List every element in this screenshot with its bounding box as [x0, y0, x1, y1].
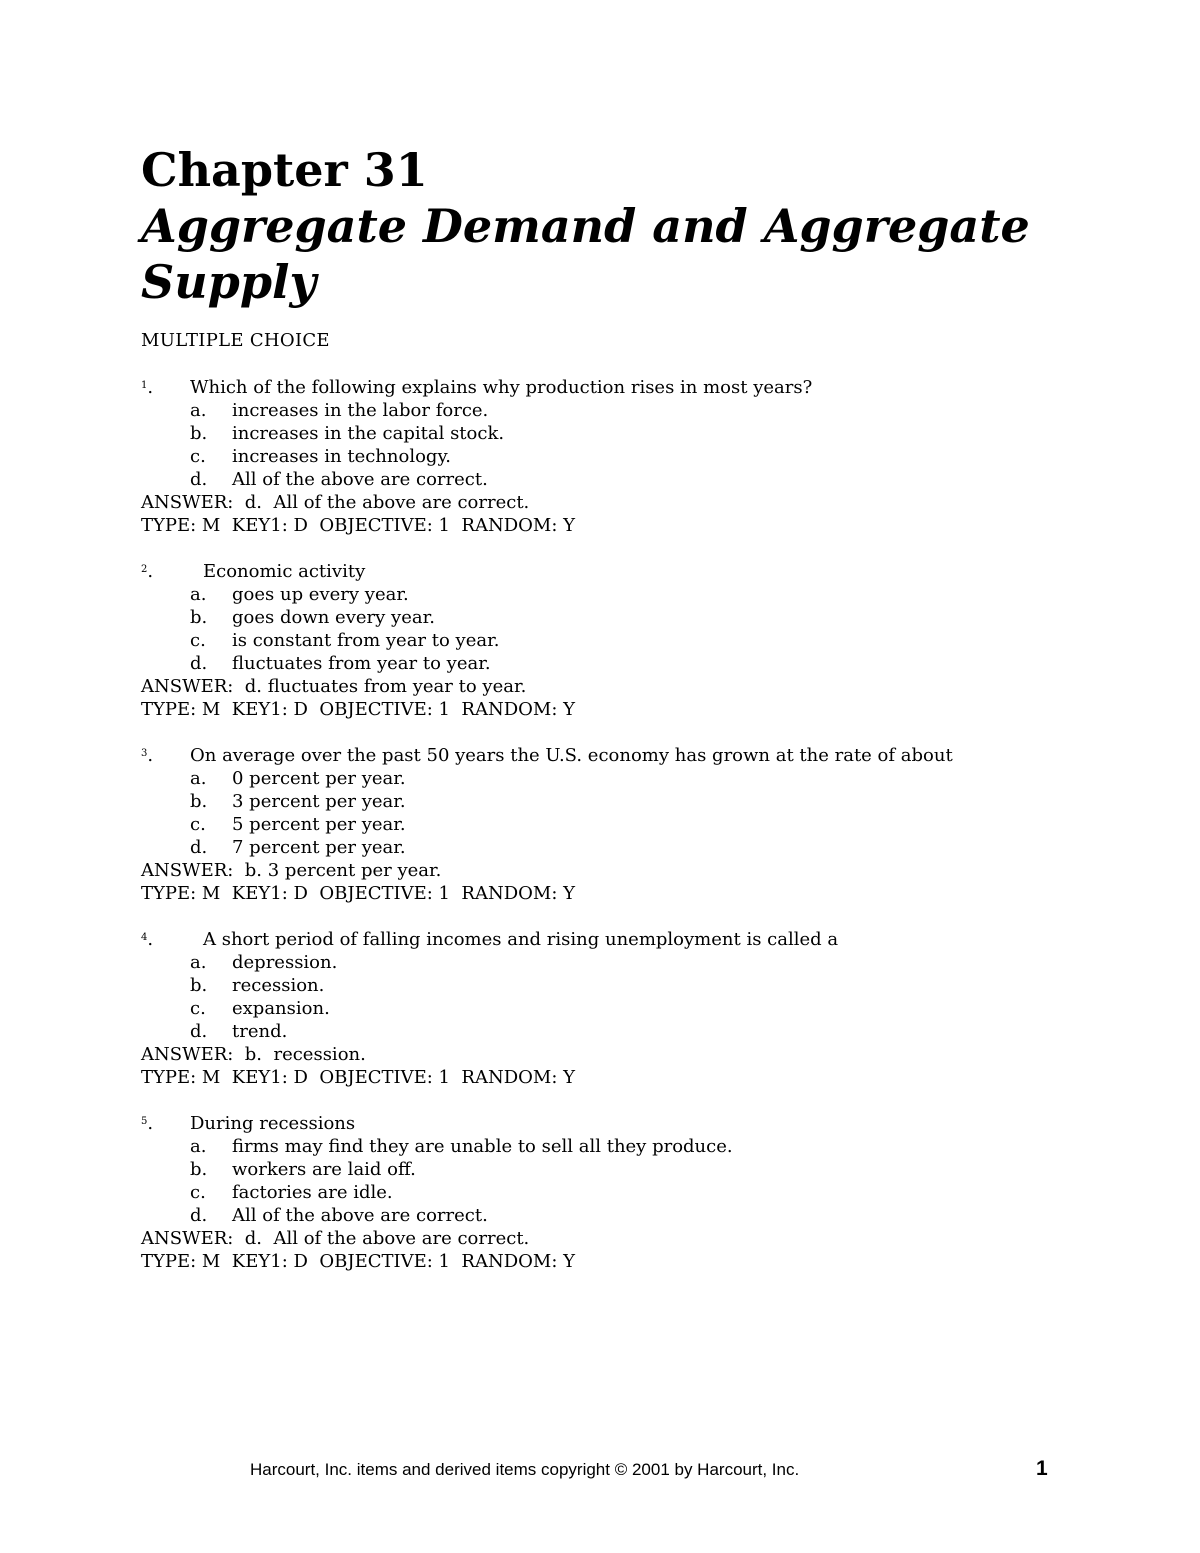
option-text: workers are laid off.: [232, 1159, 416, 1180]
option-a: [141, 1135, 1101, 1158]
footer-copyright: Harcourt, Inc. items and derived items copyright © 2001 by Harcourt, Inc.: [250, 1460, 800, 1479]
type-line: TYPE: M KEY1: D OBJECTIVE: 1 RANDOM: Y: [141, 1067, 576, 1088]
option-a: [141, 951, 1101, 974]
option-d: [141, 836, 1101, 859]
question-stem: [141, 744, 1101, 767]
option-letter: a.: [190, 400, 207, 421]
question-stem: [141, 560, 1101, 583]
question-stem: [141, 376, 1101, 399]
option-letter: b.: [190, 607, 208, 628]
answer-line: ANSWER: d. fluctuates from year to year.: [141, 676, 527, 697]
question-4: [141, 928, 1101, 1089]
chapter-heading: [141, 142, 1101, 310]
option-letter: d.: [190, 1021, 208, 1042]
option-letter: a.: [190, 584, 207, 605]
option-c: [141, 629, 1101, 652]
option-b: [141, 606, 1101, 629]
section-label: MULTIPLE CHOICE: [141, 330, 330, 351]
option-a: [141, 583, 1101, 606]
question-text: On average over the past 50 years the U.S. economy has grown at the rate of about: [190, 745, 953, 766]
chapter-number: Chapter 31: [141, 143, 428, 197]
type-line: TYPE: M KEY1: D OBJECTIVE: 1 RANDOM: Y: [141, 515, 576, 536]
option-c: [141, 997, 1101, 1020]
option-d: [141, 652, 1101, 675]
option-text: expansion.: [232, 998, 330, 1019]
question-text: Which of the following explains why production rises in most years?: [190, 377, 813, 398]
option-text: 7 percent per year.: [232, 837, 406, 858]
question-number-value: 2: [141, 564, 148, 575]
option-text: increases in technology.: [232, 446, 451, 467]
option-text: firms may find they are unable to sell all they produce.: [232, 1136, 733, 1157]
option-letter: d.: [190, 653, 208, 674]
page-number: 1: [1036, 1457, 1048, 1480]
option-text: fluctuates from year to year.: [232, 653, 491, 674]
option-text: 0 percent per year.: [232, 768, 406, 789]
type-line: TYPE: M KEY1: D OBJECTIVE: 1 RANDOM: Y: [141, 699, 576, 720]
answer-line: ANSWER: d. All of the above are correct.: [141, 492, 530, 513]
option-a: [141, 767, 1101, 790]
question-number-value: 1: [141, 380, 148, 391]
option-c: [141, 445, 1101, 468]
option-text: 5 percent per year.: [232, 814, 406, 835]
option-letter: b.: [190, 1159, 208, 1180]
question-stem: [141, 928, 1101, 951]
option-b: [141, 974, 1101, 997]
question-number: $^3$.: [141, 745, 154, 766]
option-text: goes up every year.: [232, 584, 409, 605]
option-letter: c.: [190, 630, 206, 651]
option-c: [141, 813, 1101, 836]
option-letter: c.: [190, 998, 206, 1019]
option-letter: a.: [190, 768, 207, 789]
option-text: depression.: [232, 952, 338, 973]
question-text: A short period of falling incomes and rising unemployment is called a: [203, 929, 839, 950]
option-letter: d.: [190, 1205, 208, 1226]
option-text: 3 percent per year.: [232, 791, 406, 812]
option-letter: b.: [190, 975, 208, 996]
option-letter: c.: [190, 814, 206, 835]
question-number: $^5$.: [141, 1113, 154, 1134]
question-text: Economic activity: [203, 561, 366, 582]
question-number-value: 5: [141, 1116, 148, 1127]
option-text: trend.: [232, 1021, 288, 1042]
question-number-value: 3: [141, 748, 148, 759]
answer-line: ANSWER: b. recession.: [141, 1044, 366, 1065]
option-b: [141, 1158, 1101, 1181]
option-text: recession.: [232, 975, 325, 996]
answer-line: ANSWER: d. All of the above are correct.: [141, 1228, 530, 1249]
option-text: is constant from year to year.: [232, 630, 500, 651]
option-d: [141, 468, 1101, 491]
option-letter: b.: [190, 423, 208, 444]
question-3: [141, 744, 1101, 905]
chapter-title: Aggregate Demand and Aggregate Supply: [141, 199, 1030, 309]
option-letter: d.: [190, 837, 208, 858]
option-d: [141, 1204, 1101, 1227]
question-number: $^1$.: [141, 377, 154, 398]
type-line: TYPE: M KEY1: D OBJECTIVE: 1 RANDOM: Y: [141, 883, 576, 904]
option-text: factories are idle.: [232, 1182, 393, 1203]
type-line: TYPE: M KEY1: D OBJECTIVE: 1 RANDOM: Y: [141, 1251, 576, 1272]
option-c: [141, 1181, 1101, 1204]
option-text: All of the above are correct.: [232, 469, 488, 490]
option-letter: a.: [190, 1136, 207, 1157]
option-text: increases in the capital stock.: [232, 423, 505, 444]
option-d: [141, 1020, 1101, 1043]
question-5: [141, 1112, 1101, 1273]
option-b: [141, 790, 1101, 813]
question-text: During recessions: [190, 1113, 356, 1134]
question-number-value: 4: [141, 932, 148, 943]
option-letter: c.: [190, 446, 206, 467]
question-2: [141, 560, 1101, 721]
option-letter: a.: [190, 952, 207, 973]
option-letter: c.: [190, 1182, 206, 1203]
option-b: [141, 422, 1101, 445]
answer-line: ANSWER: b. 3 percent per year.: [141, 860, 442, 881]
question-number: $^2$.: [141, 561, 154, 582]
question-stem: [141, 1112, 1101, 1135]
option-text: goes down every year.: [232, 607, 435, 628]
question-1: [141, 376, 1101, 537]
option-a: [141, 399, 1101, 422]
question-list: [141, 376, 1101, 1296]
question-number: $^4$.: [141, 929, 154, 950]
option-text: increases in the labor force.: [232, 400, 489, 421]
option-letter: d.: [190, 469, 208, 490]
option-text: All of the above are correct.: [232, 1205, 488, 1226]
option-letter: b.: [190, 791, 208, 812]
